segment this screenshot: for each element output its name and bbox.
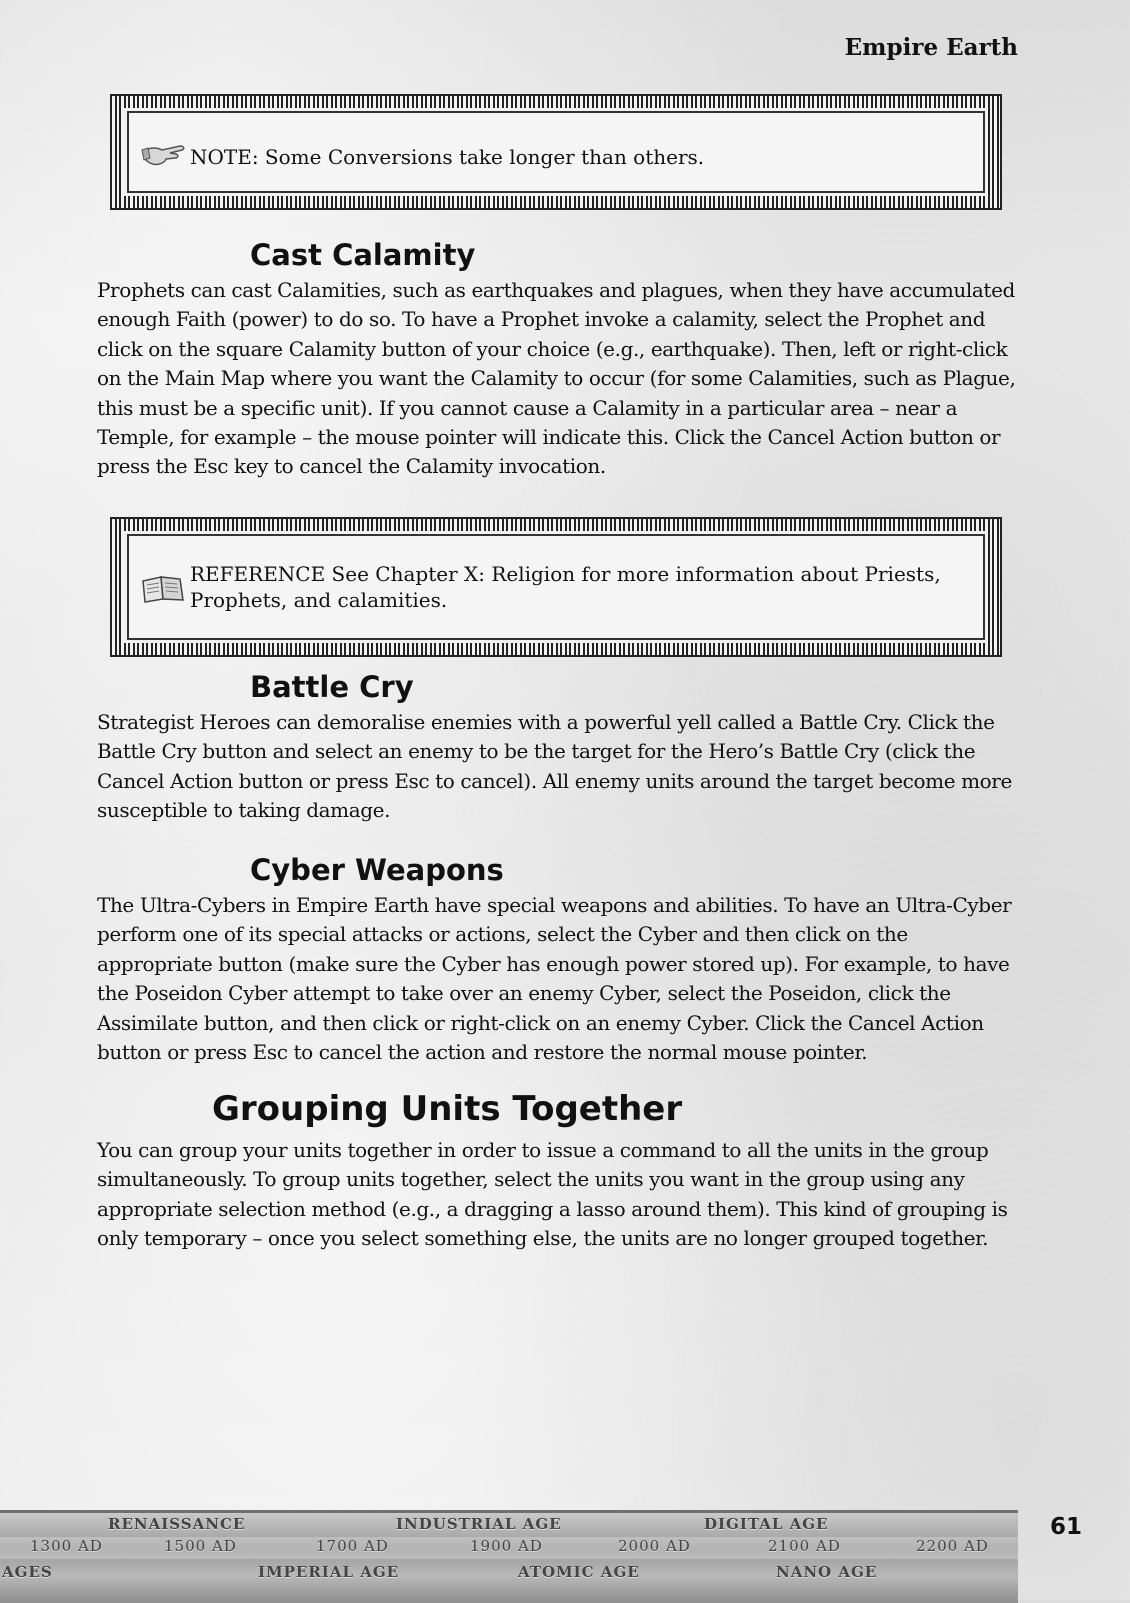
section-heading-grouping-units: Grouping Units Together xyxy=(212,1089,683,1129)
open-book-icon xyxy=(140,573,186,609)
era-timeline-bar xyxy=(0,1510,1018,1603)
timeline-age-label: NANO AGE xyxy=(776,1563,878,1581)
note-text: NOTE: Some Conversions take longer than others. xyxy=(190,145,705,169)
timeline-year-label: 2200 AD xyxy=(916,1537,989,1555)
timeline-age-label: INDUSTRIAL AGE xyxy=(396,1515,562,1533)
timeline-years xyxy=(0,1537,1018,1559)
reference-box xyxy=(110,517,1002,657)
timeline-year-label: 1500 AD xyxy=(164,1537,237,1555)
section-heading-cast-calamity: Cast Calamity xyxy=(250,238,476,272)
section-heading-cyber-weapons: Cyber Weapons xyxy=(250,853,504,887)
timeline-year-label: 2000 AD xyxy=(618,1537,691,1555)
timeline-year-label: 1300 AD xyxy=(30,1537,103,1555)
section-heading-battle-cry: Battle Cry xyxy=(250,670,414,704)
timeline-year-label: 1900 AD xyxy=(470,1537,543,1555)
reference-text: REFERENCE See Chapter X: Religion for more information about Priests, Prophets, and calamities. xyxy=(190,562,941,612)
page-header-title: Empire Earth xyxy=(844,34,1018,61)
timeline-age-label: AGES xyxy=(2,1563,53,1581)
timeline-age-label: RENAISSANCE xyxy=(108,1515,246,1533)
pointing-hand-icon xyxy=(140,138,188,174)
section-body-cast-calamity: Prophets can cast Calamities, such as earthquakes and plagues, when they have accumulated enough Faith (power) to do so. To have a Prophet invoke a calamity, select the Prophet and click on the square Calamity button of your choice (e.g., earthquake). Then, left or right-click on the Main Map where you want the Calamity to occur (for some Calamities, such as Plague, this must be a specific unit). If you cannot cause a Calamity in a particular area – near a Temple, for example – the mouse pointer will indicate this. Click the Cancel Action button or press the Esc key to cancel the Calamity invocation. xyxy=(97,278,1016,479)
timeline-year-label: 1700 AD xyxy=(316,1537,389,1555)
page-number: 61 xyxy=(1049,1514,1082,1540)
note-box xyxy=(110,94,1002,210)
timeline-ages-top xyxy=(0,1515,1018,1537)
timeline-age-label: IMPERIAL AGE xyxy=(258,1563,400,1581)
section-body-battle-cry: Strategist Heroes can demoralise enemies with a powerful yell called a Battle Cry. Click the Battle Cry button and select an enemy to be the target for the Hero’s Battle Cry (click the Cancel Action button or press Esc to cancel). All enemy units around the target become more susceptible to taking damage. xyxy=(97,710,1012,823)
timeline-age-label: DIGITAL AGE xyxy=(704,1515,829,1533)
timeline-ages-bottom xyxy=(0,1563,1018,1585)
section-body-cyber-weapons: The Ultra-Cybers in Empire Earth have special weapons and abilities. To have an Ultra-Cyber perform one of its special attacks or actions, select the Cyber and then click on the appropriate button (make sure the Cyber has enough power stored up). For example, to have the Poseidon Cyber attempt to take over an enemy Cyber, select the Poseidon, click the Assimilate button, and then click or right-click on an enemy Cyber. Click the Cancel Action button or press Esc to cancel the action and restore the normal mouse pointer. xyxy=(97,893,1012,1065)
section-body-grouping-units: You can group your units together in order to issue a command to all the units in the group simultaneously. To group units together, select the units you want in the group using any appropriate selection method (e.g., a dragging a lasso around them). This kind of grouping is only temporary – once you select something else, the units are no longer grouped together. xyxy=(97,1138,1008,1251)
timeline-age-label: ATOMIC AGE xyxy=(518,1563,640,1581)
timeline-year-label: 2100 AD xyxy=(768,1537,841,1555)
